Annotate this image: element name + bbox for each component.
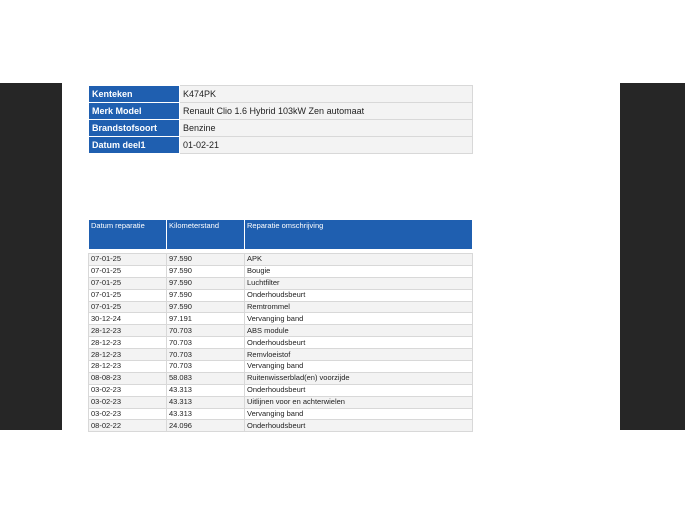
repairs-header-row	[89, 220, 473, 250]
cell-description: Onderhoudsbeurt	[245, 384, 473, 396]
cell-description: Ruitenwisserblad(en) voorzijde	[245, 372, 473, 384]
cell-km: 43.313	[167, 396, 245, 408]
table-row	[89, 265, 473, 277]
table-row	[89, 289, 473, 301]
cell-km: 70.703	[167, 325, 245, 337]
cell-description: Onderhoudsbeurt	[245, 420, 473, 432]
header-kilometerstand: Kilometerstand	[167, 220, 245, 250]
cell-km: 97.590	[167, 301, 245, 313]
cell-description: ABS module	[245, 325, 473, 337]
vehicle-row-datum-deel1	[89, 137, 473, 154]
vehicle-value: K474PK	[180, 86, 473, 103]
cell-km: 70.703	[167, 337, 245, 349]
cell-date: 03-02-23	[89, 396, 167, 408]
cell-date: 08-02-22	[89, 420, 167, 432]
header-datum-reparatie: Datum reparatie	[89, 220, 167, 250]
cell-km: 24.096	[167, 420, 245, 432]
cell-km: 43.313	[167, 408, 245, 420]
cell-description: APK	[245, 254, 473, 266]
cell-description: Remtrommel	[245, 301, 473, 313]
table-row	[89, 349, 473, 361]
cell-description: Onderhoudsbeurt	[245, 337, 473, 349]
vehicle-value: Benzine	[180, 120, 473, 137]
cell-km: 97.590	[167, 277, 245, 289]
table-row	[89, 361, 473, 373]
cell-km: 70.703	[167, 361, 245, 373]
vehicle-label: Datum deel1	[89, 137, 180, 154]
cell-date: 07-01-25	[89, 265, 167, 277]
cell-description: Uitlijnen voor en achterwielen	[245, 396, 473, 408]
cell-description: Remvloeistof	[245, 349, 473, 361]
cell-date: 03-02-23	[89, 408, 167, 420]
vehicle-row-kenteken	[89, 86, 473, 103]
table-row	[89, 313, 473, 325]
cell-description: Vervanging band	[245, 313, 473, 325]
cell-description: Luchtfilter	[245, 277, 473, 289]
cell-km: 70.703	[167, 349, 245, 361]
cell-description: Bougie	[245, 265, 473, 277]
cell-km: 97.590	[167, 289, 245, 301]
header-reparatie-omschrijving: Reparatie omschrijving	[245, 220, 473, 250]
cell-date: 07-01-25	[89, 277, 167, 289]
table-row	[89, 301, 473, 313]
cell-date: 28-12-23	[89, 325, 167, 337]
cell-date: 28-12-23	[89, 337, 167, 349]
left-dark-margin	[0, 83, 62, 430]
repairs-table	[88, 219, 473, 432]
cell-date: 07-01-25	[89, 289, 167, 301]
vehicle-label: Brandstofsoort	[89, 120, 180, 137]
vehicle-value: Renault Clio 1.6 Hybrid 103kW Zen automaat	[180, 103, 473, 120]
vehicle-label: Kenteken	[89, 86, 180, 103]
cell-date: 28-12-23	[89, 361, 167, 373]
cell-date: 07-01-25	[89, 301, 167, 313]
vehicle-info-table	[88, 85, 473, 154]
cell-date: 03-02-23	[89, 384, 167, 396]
cell-date: 30-12-24	[89, 313, 167, 325]
vehicle-label: Merk Model	[89, 103, 180, 120]
vehicle-row-merk-model	[89, 103, 473, 120]
table-row	[89, 277, 473, 289]
right-dark-margin	[620, 83, 685, 430]
table-row	[89, 325, 473, 337]
cell-description: Vervanging band	[245, 408, 473, 420]
cell-km: 97.590	[167, 254, 245, 266]
table-row	[89, 254, 473, 266]
cell-km: 58.083	[167, 372, 245, 384]
table-row	[89, 420, 473, 432]
table-row	[89, 372, 473, 384]
cell-date: 08-08-23	[89, 372, 167, 384]
table-row	[89, 337, 473, 349]
table-row	[89, 396, 473, 408]
cell-km: 97.590	[167, 265, 245, 277]
table-row	[89, 384, 473, 396]
cell-description: Vervanging band	[245, 361, 473, 373]
cell-date: 28-12-23	[89, 349, 167, 361]
cell-date: 07-01-25	[89, 254, 167, 266]
cell-description: Onderhoudsbeurt	[245, 289, 473, 301]
cell-km: 43.313	[167, 384, 245, 396]
vehicle-value: 01-02-21	[180, 137, 473, 154]
vehicle-row-brandstofsoort	[89, 120, 473, 137]
repairs-body	[89, 254, 473, 432]
table-row	[89, 408, 473, 420]
cell-km: 97.191	[167, 313, 245, 325]
